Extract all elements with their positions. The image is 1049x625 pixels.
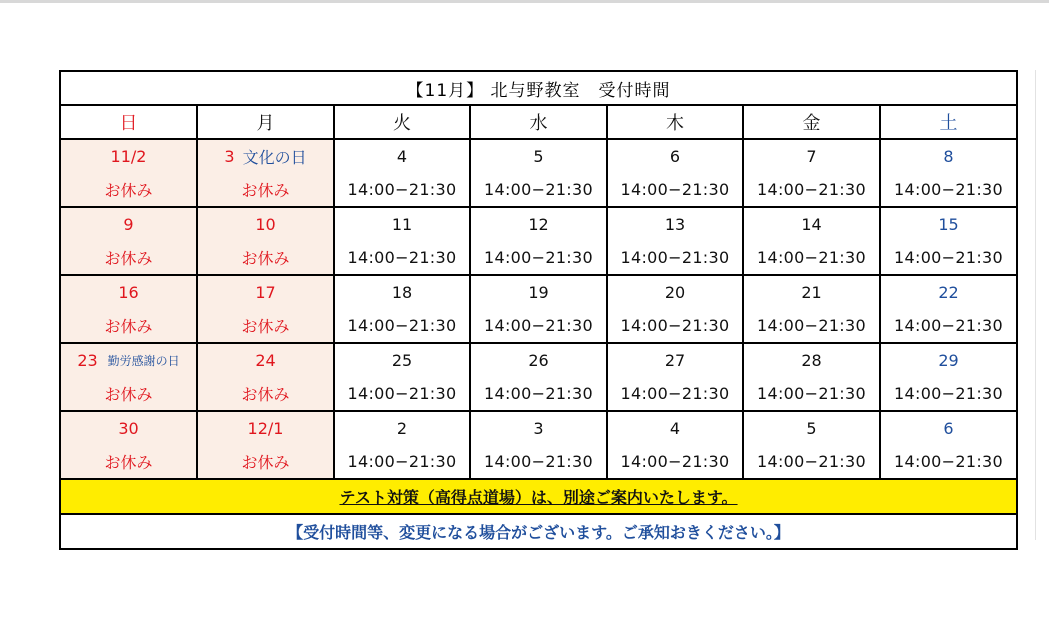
test-prep-notice: テスト対策（高得点道場）は、別途ご案内いたします。 <box>60 479 1017 514</box>
day-number: 14 <box>801 215 822 234</box>
day-cell <box>470 411 607 479</box>
day-number: 17 <box>255 283 276 302</box>
hours-label: 14:00−21:30 <box>894 248 1003 267</box>
day-number: 28 <box>801 351 822 370</box>
schedule-table <box>59 70 1018 550</box>
hours-label: 14:00−21:30 <box>757 180 866 199</box>
weekday-header-row <box>60 105 1017 139</box>
day-cell <box>470 139 607 207</box>
day-cell <box>60 411 197 479</box>
hours-label: 14:00−21:30 <box>620 180 730 199</box>
day-number: 9 <box>123 215 134 234</box>
day-number: 26 <box>528 351 549 370</box>
day-number: 5 <box>533 147 544 166</box>
closed-label: お休み <box>241 385 290 404</box>
day-number: 25 <box>391 351 413 370</box>
hours-label: 14:00−21:30 <box>757 316 866 335</box>
hours-label: 14:00−21:30 <box>484 384 593 403</box>
day-cell <box>880 139 1017 207</box>
hours-label: 14:00−21:30 <box>484 248 593 267</box>
day-cell <box>60 207 197 275</box>
weekday-wednesday: 水 <box>470 105 607 139</box>
closed-label: お休み <box>104 317 153 336</box>
day-number: 30 <box>118 419 139 438</box>
day-cell <box>60 139 197 207</box>
day-number: 6 <box>943 419 954 438</box>
hours-label: 14:00−21:30 <box>620 384 730 403</box>
day-cell <box>470 207 607 275</box>
day-number: 2 <box>396 419 408 438</box>
day-cell <box>197 207 334 275</box>
day-cell <box>607 411 743 479</box>
day-cell <box>743 411 880 479</box>
day-number: 27 <box>664 351 686 370</box>
closed-label: お休み <box>241 249 290 268</box>
hours-label: 14:00−21:30 <box>347 180 457 199</box>
closed-label: お休み <box>104 249 153 268</box>
day-number: 4 <box>396 147 408 166</box>
day-number: 12/1 <box>247 419 284 438</box>
day-cell <box>60 343 197 411</box>
week-row <box>60 207 1017 275</box>
closed-label: お休み <box>241 181 290 200</box>
hours-label: 14:00−21:30 <box>757 452 866 471</box>
day-cell <box>743 275 880 343</box>
weekday-monday: 月 <box>197 105 334 139</box>
hours-label: 14:00−21:30 <box>620 316 730 335</box>
day-number: 11 <box>391 215 413 234</box>
day-number: 3 <box>224 147 235 166</box>
day-number: 3 <box>533 419 544 438</box>
day-cell <box>743 343 880 411</box>
closed-label: お休み <box>241 317 290 336</box>
day-number: 18 <box>391 283 413 302</box>
closed-label: お休み <box>104 453 153 472</box>
day-number: 15 <box>938 215 959 234</box>
day-number: 22 <box>938 283 959 302</box>
day-cell <box>334 139 470 207</box>
holiday-name: 勤労感謝の日 <box>107 354 180 368</box>
day-number: 4 <box>669 419 681 438</box>
holiday-name: 文化の日 <box>242 148 307 167</box>
day-cell <box>197 411 334 479</box>
day-cell <box>334 411 470 479</box>
day-number: 7 <box>806 147 817 166</box>
day-number: 19 <box>528 283 549 302</box>
day-number: 20 <box>664 283 686 302</box>
day-cell <box>334 343 470 411</box>
day-cell <box>880 207 1017 275</box>
week-row <box>60 411 1017 479</box>
day-cell <box>197 139 334 207</box>
day-cell <box>197 343 334 411</box>
weekday-saturday: 土 <box>880 105 1017 139</box>
day-number: 13 <box>664 215 686 234</box>
day-cell <box>607 207 743 275</box>
weekday-tuesday: 火 <box>334 105 470 139</box>
day-cell <box>197 275 334 343</box>
day-number: 6 <box>669 147 681 166</box>
day-number: 24 <box>255 351 276 370</box>
hours-label: 14:00−21:30 <box>894 384 1003 403</box>
closed-label: お休み <box>104 181 153 200</box>
day-number: 12 <box>528 215 549 234</box>
day-cell <box>880 343 1017 411</box>
hours-label: 14:00−21:30 <box>894 316 1003 335</box>
scan-edge-right <box>1035 70 1036 540</box>
day-cell <box>880 275 1017 343</box>
day-number: 23 <box>77 351 98 370</box>
day-number: 21 <box>801 283 822 302</box>
hours-label: 14:00−21:30 <box>347 452 457 471</box>
day-number: 16 <box>118 283 139 302</box>
day-cell <box>470 343 607 411</box>
hours-label: 14:00−21:30 <box>484 452 593 471</box>
weekday-thursday: 木 <box>607 105 743 139</box>
day-cell <box>880 411 1017 479</box>
week-row <box>60 139 1017 207</box>
hours-label: 14:00−21:30 <box>484 316 593 335</box>
hours-label: 14:00−21:30 <box>894 180 1003 199</box>
hours-label: 14:00−21:30 <box>894 452 1003 471</box>
day-cell <box>60 275 197 343</box>
day-number: 8 <box>943 147 954 166</box>
day-number: 5 <box>806 419 817 438</box>
hours-label: 14:00−21:30 <box>620 452 730 471</box>
closed-label: お休み <box>241 453 290 472</box>
hours-label: 14:00−21:30 <box>620 248 730 267</box>
week-row <box>60 343 1017 411</box>
day-number: 11/2 <box>110 147 147 166</box>
day-number: 10 <box>255 215 276 234</box>
change-notice: 【受付時間等、変更になる場合がございます。ご承知おきください。】 <box>60 514 1017 549</box>
hours-label: 14:00−21:30 <box>347 384 457 403</box>
hours-label: 14:00−21:30 <box>347 316 457 335</box>
day-number: 29 <box>938 351 959 370</box>
weekday-friday: 金 <box>743 105 880 139</box>
day-cell <box>334 207 470 275</box>
day-cell <box>743 139 880 207</box>
day-cell <box>743 207 880 275</box>
hours-label: 14:00−21:30 <box>757 384 866 403</box>
scan-edge-top <box>0 0 1049 3</box>
day-cell <box>607 275 743 343</box>
weekday-sunday: 日 <box>60 105 197 139</box>
day-cell <box>607 343 743 411</box>
hours-label: 14:00−21:30 <box>347 248 457 267</box>
day-cell <box>607 139 743 207</box>
week-row <box>60 275 1017 343</box>
day-cell <box>470 275 607 343</box>
hours-label: 14:00−21:30 <box>484 180 593 199</box>
hours-label: 14:00−21:30 <box>757 248 866 267</box>
day-cell <box>334 275 470 343</box>
closed-label: お休み <box>104 385 153 404</box>
schedule-title: 【11月】 北与野教室 受付時間 <box>60 71 1017 105</box>
